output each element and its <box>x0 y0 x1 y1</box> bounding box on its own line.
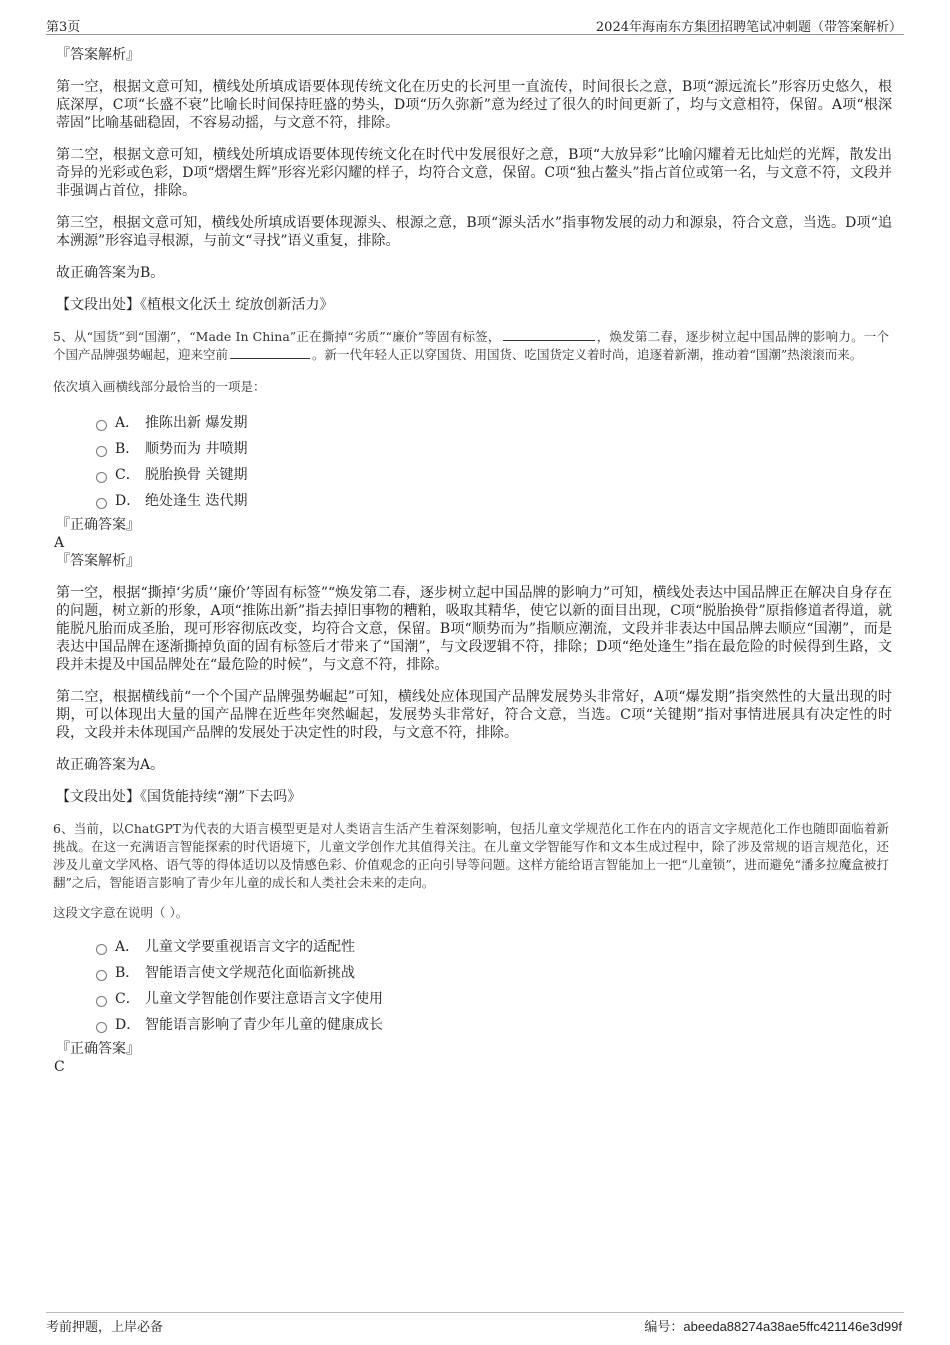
conclusion: 故正确答案为B。 <box>56 265 165 281</box>
page-footer <box>46 1312 904 1333</box>
correct-answer: C <box>54 1059 65 1075</box>
page-number: 第3页 <box>46 20 81 35</box>
option-a[interactable]: A． 儿童文学要重视语言文字的适配性 <box>96 934 892 960</box>
options-list <box>56 934 892 1038</box>
option-d[interactable]: D． 智能语言影响了青少年儿童的健康成长 <box>96 1012 892 1038</box>
option-b[interactable]: B． 智能语言使文学规范化面临新挑战 <box>96 960 892 986</box>
analysis-paragraph: 第二空，根据横线前“一个个国产品牌强势崛起”可知，横线处应体现国产品牌发展势头非常好，A项“爆发期”指突然性的大量出现的时期，可以体现出大量的国产品牌在近些年突然崛起，发展势头非常好，符合文意，当选。C项“关键期”指对事情进展具有决定性的时段，文段并未体现国产品牌的发展处于决定性的时段，与文意不符，排除。 <box>56 689 892 741</box>
analysis-paragraph: 第一空，根据“撕掉‘劣质’‘廉价’等固有标签”“焕发第二春，逐步树立起中国品牌的影响力”可知，横线处表达中国品牌正在解决自身存在的问题，树立新的形象，A项“推陈出新”指去掉旧事物的糟粕，吸取其精华，使它以新的面目出现，C项“脱胎换骨”原指修道者得道，就能脱凡胎而成圣胎，现可形容彻底改变，均符合文意，保留。B项“顺势而为”指顺应潮流，文段并非表达中国品牌去顺应“国潮”，而是表达中国品牌在逐渐撕掉负面的固有标签后才带来了“国潮”，与文段逻辑不符，排除；D项“绝处逢生”指在最危险的时候得到生路，文段并未提及中国品牌处在“最危险的时候”，与文意不符，排除。 <box>56 585 892 673</box>
radio-icon[interactable] <box>96 420 107 431</box>
answer-label: 『正确答案』 <box>56 517 140 533</box>
radio-icon[interactable] <box>96 970 107 981</box>
analysis-paragraph: 第三空，根据文意可知，横线处所填成语要体现源头、根源之意，B项“源头活水”指事物发展的动力和源泉，符合文意，当选。D项“追本溯源”形容追寻根源，与前文“寻找”语义重复，排除。 <box>56 215 892 249</box>
option-d[interactable]: D． 绝处逢生 迭代期 <box>96 488 892 514</box>
radio-icon[interactable] <box>96 472 107 483</box>
analysis-label: 『答案解析』 <box>56 47 140 63</box>
option-b[interactable]: B． 顺势而为 井喷期 <box>96 436 892 462</box>
question-5: 5、从“国货”到“国潮”，“Made In China”正在撕掉“劣质”“廉价”等固有标签， ，焕发第二春，逐步树立起中国品牌的影响力。一个个国产品牌强势崛起，迎来空前 。新一代年轻人正以穿国货、用国货、吃国货定义着时尚，追逐着新潮，推动着“国潮”热滚滚而来。 <box>53 329 889 362</box>
page-header <box>46 14 904 35</box>
page-content <box>53 46 892 1076</box>
document-title: 2024年海南东方集团招聘笔试冲刺题（带答案解析） <box>595 20 902 35</box>
analysis-label: 『答案解析』 <box>56 553 140 569</box>
question-prompt: 这段文字意在说明（ ）。 <box>53 905 189 920</box>
footer-slogan: 考前押题，上岸必备 <box>46 1320 164 1335</box>
radio-icon[interactable] <box>96 498 107 509</box>
radio-icon[interactable] <box>96 1022 107 1033</box>
option-c[interactable]: C． 脱胎换骨 关键期 <box>96 462 892 488</box>
answer-blank <box>230 346 310 359</box>
source-citation: 【文段出处】《植根文化沃土 绽放创新活力》 <box>56 297 334 313</box>
question-prompt: 依次填入画横线部分最恰当的一项是： <box>53 379 266 394</box>
correct-answer: A <box>54 535 65 551</box>
radio-icon[interactable] <box>96 996 107 1007</box>
radio-icon[interactable] <box>96 446 107 457</box>
answer-label: 『正确答案』 <box>56 1041 140 1057</box>
radio-icon[interactable] <box>96 944 107 955</box>
answer-blank <box>503 328 595 341</box>
analysis-paragraph: 第一空，根据文意可知，横线处所填成语要体现传统文化在历史的长河里一直流传，时间很长之意，B项“源远流长”形容历史悠久，根底深厚，C项“长盛不衰”比喻长时间保持旺盛的势头，D项“历久弥新”意为经过了很久的时间更新了，均与文意相符，保留。A项“根深蒂固”比喻基础稳固，不容易动摇，与文意不符，排除。 <box>56 79 892 131</box>
option-a[interactable]: A． 推陈出新 爆发期 <box>96 410 892 436</box>
analysis-paragraph: 第二空，根据文意可知，横线处所填成语要体现传统文化在时代中发展很好之意，B项“大放异彩”比喻闪耀着无比灿烂的光辉，散发出奇异的光彩或色彩，D项“熠熠生辉”形容光彩闪耀的样子，均符合文意，保留。C项“独占鳌头”指占首位或第一名，与文意不符，文段并非强调占首位，排除。 <box>56 147 892 199</box>
question-6: 6、当前，以ChatGPT为代表的大语言模型更是对人类语言生活产生着深刻影响，包括儿童文学规范化工作在内的语言文字规范化工作也随即面临着新挑战。在这一充满语言智能探索的时代语境下，儿童文学创作尤其值得关注。在儿童文学智能写作和文本生成过程中，除了涉及常规的语言规范化，还涉及儿童文学风格、语气等的得体适切以及情感色彩、价值观念的正向引导等问题。这样方能给语言智能加上一把“儿童锁”，进而避免“潘多拉魔盒被打翻”之后，智能语言影响了青少年儿童的成长和人类社会未来的走向。 <box>53 821 889 890</box>
document-id: 编号：abeeda88274a38ae5ffc421146e3d99f <box>644 1319 902 1334</box>
options-list <box>56 410 892 514</box>
conclusion: 故正确答案为A。 <box>56 757 165 773</box>
source-citation: 【文段出处】《国货能持续“潮”下去吗》 <box>56 789 302 805</box>
option-c[interactable]: C． 儿童文学智能创作要注意语言文字使用 <box>96 986 892 1012</box>
